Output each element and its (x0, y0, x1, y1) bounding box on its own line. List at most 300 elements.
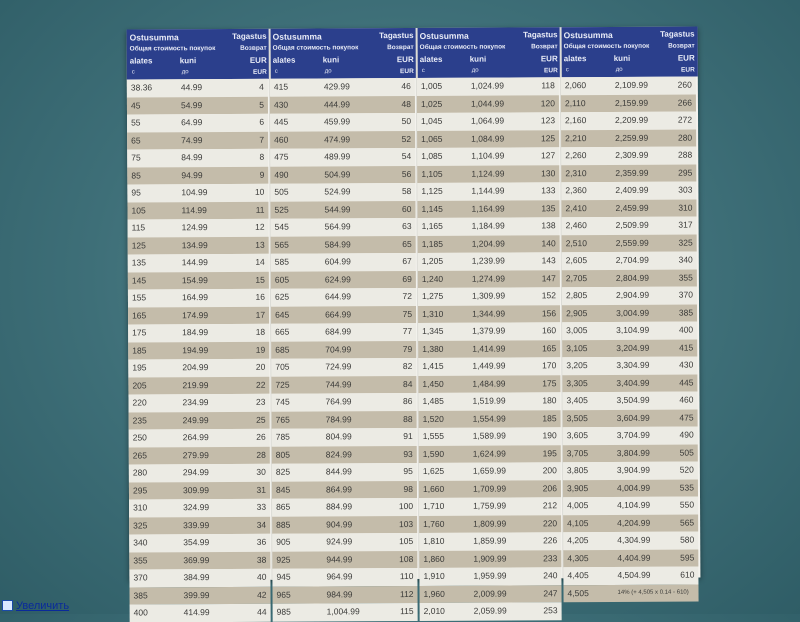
table-row (270, 78, 415, 96)
refund-cell: 170 (542, 360, 557, 371)
amount-to-cell: 204.99 (182, 362, 209, 373)
table-row (129, 516, 270, 534)
table-row (418, 305, 560, 323)
table-row (270, 165, 415, 183)
amount-from-cell: 1,960 (423, 588, 445, 599)
amount-from-cell: 1,860 (423, 553, 445, 564)
refund-cell: 445 (679, 377, 694, 388)
refund-cell: 67 (402, 256, 412, 267)
amount-from-cell: 1,485 (422, 395, 444, 406)
table-row (562, 374, 697, 392)
table-row (562, 217, 697, 235)
amount-to-cell: 844.99 (325, 466, 352, 477)
amount-from-cell: 280 (132, 467, 148, 478)
amount-from-cell: 3,105 (566, 342, 588, 353)
amount-to-cell: 1,239.99 (471, 255, 505, 266)
table-row (419, 497, 561, 515)
amount-from-cell: 2,110 (564, 97, 586, 108)
table-row (562, 269, 697, 287)
table-row (272, 533, 417, 551)
amount-to-cell: 804.99 (325, 431, 352, 442)
refund-cell: 33 (256, 501, 267, 512)
amount-to-cell: 1,554.99 (472, 413, 506, 424)
amount-to-cell: 584.99 (324, 238, 351, 249)
header-purchase-label: Ostusumma (563, 29, 613, 41)
table-row (271, 358, 416, 376)
refund-cell: 165 (542, 342, 557, 353)
amount-from-cell: 445 (274, 116, 289, 127)
amount-from-cell: 1,520 (422, 413, 444, 424)
header-from-label: alates (563, 54, 587, 64)
amount-to-cell: 3,204.99 (616, 342, 650, 353)
amount-to-cell: 1,759.99 (473, 500, 507, 511)
refund-cell: 60 (402, 203, 412, 214)
refund-cell: 100 (398, 501, 414, 512)
refund-cell: 72 (402, 291, 412, 302)
table-row (129, 499, 270, 517)
refund-cell: 400 (678, 324, 694, 335)
amount-from-cell: 505 (274, 186, 289, 197)
table-row (562, 322, 697, 340)
amount-from-cell: 865 (276, 501, 291, 512)
amount-to-cell: 944.99 (326, 553, 353, 564)
refund-cell: 15 (255, 274, 265, 285)
header-refund-label-ru: Возврат (531, 43, 558, 51)
amount-from-cell: 2,805 (565, 290, 588, 301)
table-row (417, 165, 559, 183)
table-row (563, 567, 698, 585)
amount-to-cell: 2,009.99 (473, 588, 507, 599)
amount-from-cell: 525 (274, 204, 289, 215)
amount-to-cell: 44.99 (180, 82, 203, 93)
refund-cell: 54 (401, 151, 412, 162)
amount-to-cell: 504.99 (324, 168, 351, 179)
refund-cell: 103 (398, 518, 414, 529)
refund-cell: 535 (679, 482, 694, 493)
refund-cell: 253 (543, 605, 558, 616)
amount-from-cell: 2,410 (565, 202, 587, 213)
header-from-label: alates (272, 55, 296, 65)
table-row (127, 201, 268, 219)
amount-to-cell: 164.99 (181, 292, 208, 303)
header-purchase-label-ru: Общая стоимость покупок (272, 44, 359, 52)
table-row (128, 359, 269, 377)
amount-from-cell: 460 (274, 134, 289, 145)
table-row (272, 428, 417, 446)
amount-to-cell: 1,624.99 (472, 448, 506, 459)
refund-cell: 295 (678, 167, 693, 178)
amount-from-cell: 430 (273, 99, 289, 110)
refund-cell: 112 (399, 588, 414, 599)
amount-from-cell: 1,165 (421, 220, 443, 231)
refund-cell: 44 (257, 606, 267, 617)
amount-from-cell: 1,415 (422, 360, 444, 371)
table-header (127, 27, 698, 80)
amount-from-cell: 55 (131, 117, 141, 128)
table-row (128, 289, 269, 307)
table-column (561, 77, 698, 598)
amount-to-cell: 2,509.99 (615, 219, 649, 230)
amount-from-cell: 2,510 (565, 237, 587, 248)
refund-cell: 10 (254, 186, 265, 197)
refund-cell: 340 (678, 254, 693, 265)
amount-from-cell: 705 (275, 361, 290, 372)
amount-from-cell: 355 (133, 554, 148, 565)
header-group (270, 28, 417, 79)
refund-cell: 48 (401, 98, 411, 109)
refund-cell: 30 (256, 466, 266, 477)
header-to-label: kuni (322, 55, 340, 65)
refund-cell: 36 (256, 536, 267, 547)
amount-from-cell: 1,910 (423, 570, 445, 581)
amount-from-cell: 1,125 (421, 185, 443, 196)
refund-cell: 16 (255, 291, 265, 302)
table-row (127, 184, 268, 202)
amount-to-cell: 2,159.99 (614, 97, 649, 108)
table-row (272, 463, 417, 481)
amount-to-cell: 3,504.99 (616, 394, 650, 405)
table-row (127, 166, 268, 184)
table-row (129, 429, 270, 447)
amount-to-cell: 624.99 (324, 273, 351, 284)
refund-cell: 9 (259, 169, 265, 180)
refund-cell: 130 (541, 167, 556, 178)
amount-from-cell: 2,360 (565, 185, 587, 196)
amount-to-cell: 1,274.99 (471, 273, 505, 284)
refund-cell: 370 (678, 289, 693, 300)
table-row (561, 164, 696, 182)
amount-to-cell: 3,904.99 (616, 464, 650, 475)
amount-from-cell: 2,605 (565, 255, 588, 266)
amount-to-cell: 964.99 (326, 571, 353, 582)
refund-cell: 86 (403, 396, 413, 407)
amount-from-cell: 3,005 (566, 325, 588, 336)
amount-to-cell: 1,959.99 (473, 570, 507, 581)
refund-cell: 475 (679, 412, 694, 423)
header-group (127, 29, 270, 80)
amount-to-cell: 309.99 (182, 484, 209, 495)
amount-from-cell: 220 (132, 397, 147, 408)
table-row (563, 462, 698, 480)
table-row (271, 235, 416, 253)
refund-cell: 50 (401, 116, 412, 127)
amount-from-cell: 545 (274, 221, 289, 232)
refund-cell: 13 (255, 239, 265, 250)
amount-from-cell: 2,160 (565, 115, 587, 126)
table-row (417, 182, 559, 200)
amount-to-cell: 489.99 (324, 151, 351, 162)
amount-from-cell: 945 (276, 571, 291, 582)
amount-to-cell: 459.99 (324, 116, 351, 127)
amount-to-cell: 1,379.99 (472, 325, 506, 336)
amount-to-cell: 414.99 (183, 607, 210, 618)
amount-to-cell: 114.99 (181, 204, 207, 215)
amount-to-cell: 124.99 (181, 222, 208, 233)
refund-cell: 42 (257, 589, 267, 600)
amount-to-cell: 984.99 (326, 588, 353, 599)
amount-to-cell: 234.99 (182, 397, 209, 408)
amount-to-cell: 264.99 (182, 432, 209, 443)
refund-cell: 31 (256, 484, 266, 495)
table-row (127, 79, 268, 97)
amount-from-cell: 1,185 (421, 238, 443, 249)
header-from-label-ru: с (274, 68, 278, 75)
amount-from-cell: 2,260 (565, 150, 587, 161)
amount-from-cell: 1,590 (422, 448, 445, 459)
amount-from-cell: 175 (132, 327, 147, 338)
table-row (563, 549, 698, 567)
table-row (272, 480, 417, 498)
amount-from-cell: 45 (130, 99, 141, 110)
refund-cell: 147 (541, 272, 556, 283)
table-row (129, 586, 270, 604)
table-row (128, 341, 269, 359)
table-row (563, 497, 698, 515)
amount-to-cell: 294.99 (182, 467, 209, 478)
amount-to-cell: 84.99 (181, 152, 203, 163)
table-row (271, 340, 416, 358)
amount-to-cell: 444.99 (323, 98, 350, 109)
amount-to-cell: 1,449.99 (472, 360, 506, 371)
refund-cell: 65 (402, 238, 412, 249)
amount-from-cell: 1,145 (421, 203, 443, 214)
table-row (563, 584, 698, 602)
header-to-label-ru: до (615, 66, 623, 73)
table-row (418, 287, 560, 305)
amount-from-cell: 1,310 (422, 308, 444, 319)
refund-cell: 120 (540, 97, 555, 108)
amount-to-cell: 219.99 (182, 379, 209, 390)
header-to-label-ru: до (324, 68, 332, 75)
amount-to-cell: 249.99 (182, 414, 209, 425)
amount-to-cell: 864.99 (325, 483, 352, 494)
refund-table-sheet (127, 27, 701, 618)
amount-from-cell: 370 (133, 572, 148, 583)
refund-cell: 212 (542, 500, 558, 511)
amount-from-cell: 3,705 (566, 447, 589, 458)
refund-cell: 233 (543, 552, 558, 563)
table-row (272, 550, 417, 568)
refund-cell: 138 (541, 220, 556, 231)
table-row (561, 182, 696, 200)
refund-cell: 25 (256, 414, 266, 425)
header-currency-label: EUR (677, 53, 695, 63)
enlarge-link[interactable] (2, 599, 69, 613)
amount-to-cell: 564.99 (324, 221, 351, 232)
amount-to-cell: 704.99 (325, 343, 352, 354)
amount-from-cell: 65 (131, 134, 141, 145)
table-row (271, 270, 416, 288)
refund-cell: 79 (402, 343, 413, 354)
amount-to-cell: 154.99 (181, 274, 208, 285)
amount-to-cell: 544.99 (324, 203, 351, 214)
amount-to-cell: 4,304.99 (617, 534, 651, 545)
refund-cell: 143 (541, 255, 556, 266)
amount-from-cell: 1,660 (422, 483, 445, 494)
amount-from-cell: 2,210 (565, 132, 587, 143)
amount-to-cell: 3,404.99 (616, 377, 650, 388)
header-currency-label: EUR (540, 54, 558, 64)
header-purchase-label: Ostusumma (272, 31, 322, 42)
refund-cell: 490 (679, 429, 694, 440)
amount-from-cell: 1,025 (420, 98, 443, 109)
table-row (418, 375, 560, 393)
header-to-label-ru: до (471, 67, 479, 74)
amount-to-cell: 1,104.99 (471, 150, 505, 161)
amount-from-cell: 205 (132, 379, 147, 390)
refund-cell: 84 (402, 378, 413, 389)
table-row (128, 271, 269, 289)
header-to-label: kuni (469, 54, 487, 64)
table-row (418, 340, 560, 358)
amount-to-cell: 174.99 (182, 309, 209, 320)
amount-from-cell: 565 (274, 239, 289, 250)
header-purchase-label-ru: Общая стоимость покупок (129, 45, 216, 53)
table-row (561, 129, 696, 147)
amount-to-cell: 74.99 (181, 134, 203, 145)
amount-from-cell: 250 (132, 432, 147, 443)
amount-from-cell: 95 (131, 187, 141, 198)
amount-from-cell: 135 (131, 257, 146, 268)
amount-to-cell: 2,704.99 (615, 254, 649, 265)
enlarge-link-label: Увеличить (16, 600, 70, 612)
table-row (127, 114, 268, 132)
amount-to-cell: 1,484.99 (472, 378, 506, 389)
table-row (417, 200, 559, 218)
refund-cell: 115 (400, 606, 414, 617)
amount-from-cell: 145 (131, 274, 147, 285)
header-refund-label: Tagastus (232, 31, 267, 41)
table-row (562, 304, 697, 322)
header-from-label-ru: с (565, 67, 569, 74)
table-row (129, 569, 270, 587)
refund-cell: 385 (678, 307, 694, 318)
table-row (561, 199, 696, 217)
amount-from-cell: 925 (276, 554, 291, 565)
refund-cell: 38 (256, 554, 267, 565)
amount-to-cell: 1,204.99 (471, 238, 505, 249)
amount-from-cell: 3,905 (566, 482, 589, 493)
amount-from-cell: 825 (275, 466, 291, 477)
refund-cell: 240 (543, 570, 558, 581)
amount-to-cell: 1,859.99 (473, 535, 507, 546)
refund-cell: 266 (677, 97, 692, 108)
refund-cell: 88 (403, 413, 413, 424)
table-row (563, 409, 698, 427)
refund-cell: 40 (256, 571, 267, 582)
refund-cell: 11 (255, 204, 265, 215)
amount-from-cell: 1,005 (420, 80, 443, 91)
table-row (270, 148, 415, 166)
refund-cell: 133 (541, 185, 556, 196)
amount-from-cell: 415 (273, 81, 289, 92)
refund-cell: 200 (542, 465, 557, 476)
amount-from-cell: 3,605 (566, 430, 588, 441)
table-row (419, 480, 561, 498)
table-row (272, 410, 417, 428)
refund-cell: 63 (402, 221, 412, 232)
zoom-icon (2, 600, 13, 611)
amount-to-cell: 2,559.99 (615, 237, 649, 248)
table-row (562, 252, 697, 270)
amount-from-cell: 165 (132, 309, 147, 320)
table-row (271, 375, 416, 393)
amount-to-cell: 2,059.99 (473, 605, 507, 616)
table-row (272, 585, 417, 603)
amount-from-cell: 185 (132, 344, 147, 355)
table-row (127, 131, 268, 149)
table-row (419, 550, 561, 568)
amount-from-cell: 4,005 (567, 500, 589, 511)
amount-to-cell: 144.99 (181, 257, 208, 268)
table-row (418, 217, 560, 235)
amount-from-cell: 1,065 (421, 133, 443, 144)
amount-to-cell: 904.99 (326, 518, 353, 529)
table-row (419, 462, 561, 480)
table-column (127, 79, 270, 618)
table-row (270, 95, 415, 113)
header-from-label-ru: с (421, 67, 425, 74)
table-row (272, 515, 417, 533)
amount-from-cell: 1,625 (422, 465, 445, 476)
refund-cell: 180 (542, 395, 557, 406)
amount-from-cell: 125 (131, 239, 146, 250)
refund-cell: 26 (256, 431, 266, 442)
refund-cell: 17 (255, 309, 266, 320)
amount-to-cell: 474.99 (324, 133, 351, 144)
amount-from-cell: 310 (133, 502, 148, 513)
table-row (272, 568, 417, 586)
amount-to-cell: 3,004.99 (616, 307, 650, 318)
amount-from-cell: 2,705 (565, 272, 588, 283)
amount-from-cell: 155 (131, 292, 147, 303)
table-row (129, 411, 270, 429)
table-column (270, 78, 417, 617)
amount-to-cell: 2,109.99 (614, 79, 648, 90)
amount-from-cell: 905 (276, 536, 291, 547)
table-row (418, 252, 560, 270)
amount-to-cell: 2,259.99 (615, 132, 649, 143)
table-row (272, 445, 417, 463)
header-to-label: kuni (179, 56, 197, 66)
amount-to-cell: 2,359.99 (615, 167, 649, 178)
amount-to-cell: 369.99 (183, 554, 210, 565)
amount-to-cell: 644.99 (324, 291, 351, 302)
amount-to-cell: 3,804.99 (616, 447, 650, 458)
refund-cell: 317 (678, 219, 693, 230)
amount-to-cell: 1,309.99 (471, 290, 506, 301)
amount-to-cell: 339.99 (183, 519, 210, 530)
amount-from-cell: 845 (275, 484, 291, 495)
refund-cell: 260 (677, 79, 692, 90)
amount-from-cell: 1,760 (423, 518, 445, 529)
amount-from-cell: 3,205 (566, 360, 588, 371)
amount-to-cell: 1,184.99 (471, 220, 505, 231)
table-row (561, 94, 696, 112)
refund-cell: 288 (678, 149, 693, 160)
header-group (561, 27, 698, 78)
amount-to-cell: 764.99 (325, 396, 352, 407)
amount-to-cell: 924.99 (326, 536, 353, 547)
amount-to-cell: 1,064.99 (471, 115, 505, 126)
table-row (419, 410, 561, 428)
amount-from-cell: 3,405 (566, 395, 588, 406)
table-row (129, 464, 270, 482)
header-currency-label: EUR (253, 68, 267, 76)
amount-to-cell: 384.99 (183, 572, 210, 583)
refund-cell: 22 (255, 379, 266, 390)
refund-cell: 5 (259, 99, 264, 110)
